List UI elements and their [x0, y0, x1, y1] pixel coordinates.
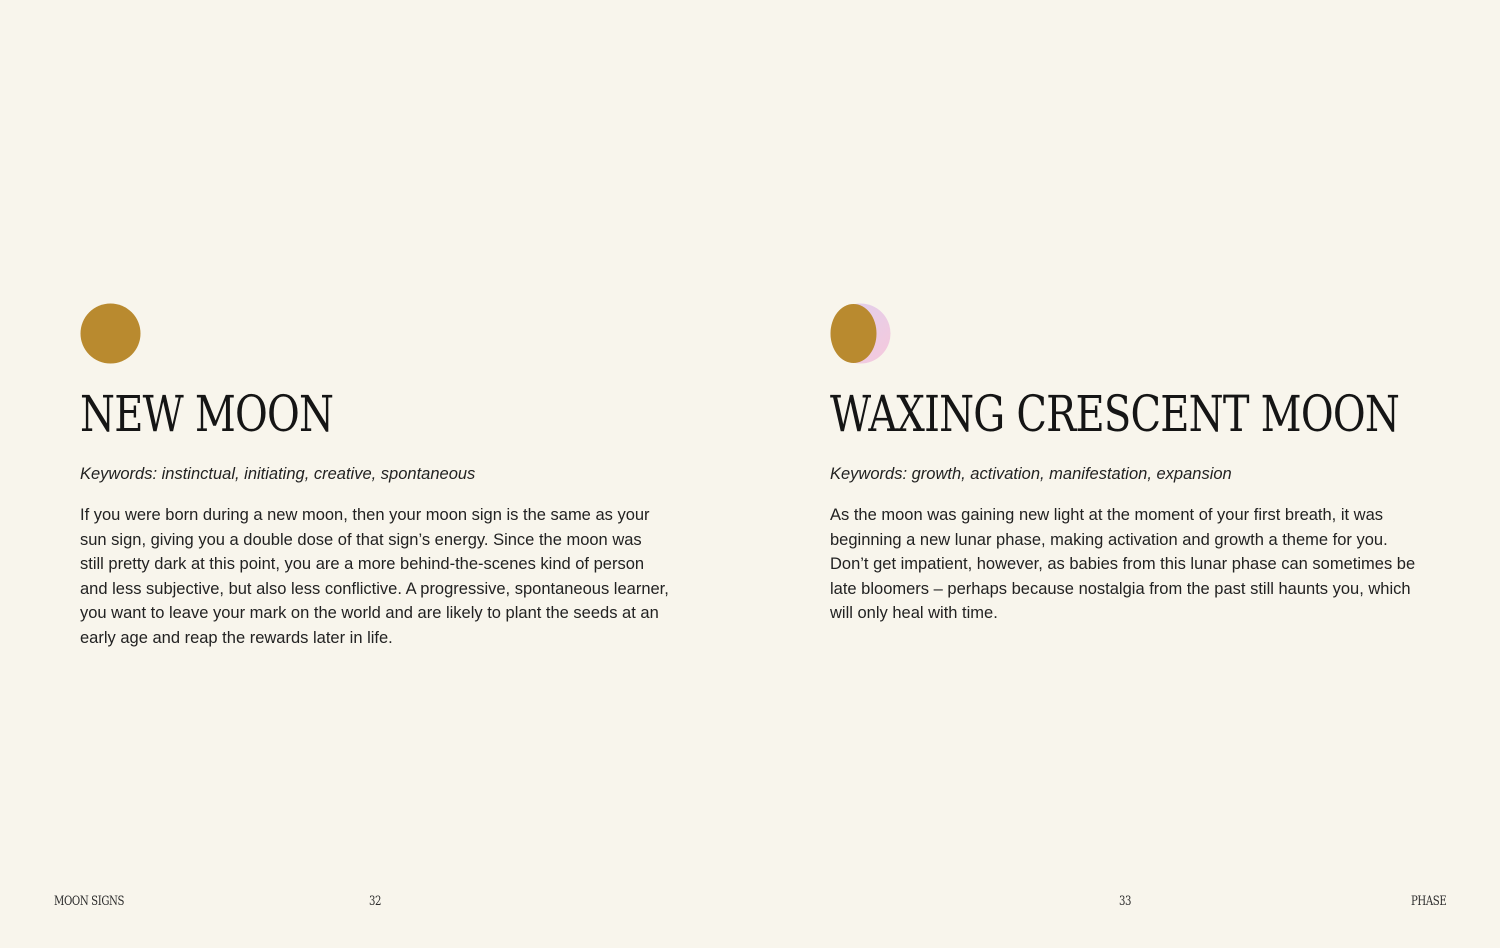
body-paragraph: If you were born during a new moon, then your moon sign is the same as your sun sign, giving you a double dose of that sign’s energy. Since the moon was still pretty dark at this point, you are a more behind-the-scenes kind of person and less subjective, but also less conflictive. A progressive, spontaneous learner, you want to leave your mark on the world and are likely to plant the seeds at an early age and reap the rewards later in life. [80, 506, 669, 647]
running-footer-title: PHASE [1410, 894, 1446, 909]
waxing-crescent-section [830, 303, 1430, 626]
page-number: 33 [1119, 894, 1132, 909]
new-moon-icon [80, 303, 141, 364]
keywords-line: Keywords: growth, activation, manifestation, expansion [830, 465, 1232, 483]
new-moon-section [80, 303, 670, 650]
running-footer-title: MOON SIGNS [54, 894, 125, 909]
right-page [750, 0, 1500, 948]
section-title: WAXING CRESCENT MOON [830, 385, 1400, 443]
keywords-line: Keywords: instinctual, initiating, creative, spontaneous [80, 465, 476, 483]
waxing-crescent-moon-icon [830, 303, 891, 364]
page-number: 32 [369, 894, 382, 909]
body-paragraph: As the moon was gaining new light at the moment of your first breath, it was beginning a new lunar phase, making activation and growth a theme for you. Don’t get impatient, however, as babies from this lunar phase can sometimes be late bloomers – perhaps because nostalgia from the past still haunts you, which will only heal with time. [830, 506, 1416, 622]
section-title: NEW MOON [80, 385, 334, 443]
